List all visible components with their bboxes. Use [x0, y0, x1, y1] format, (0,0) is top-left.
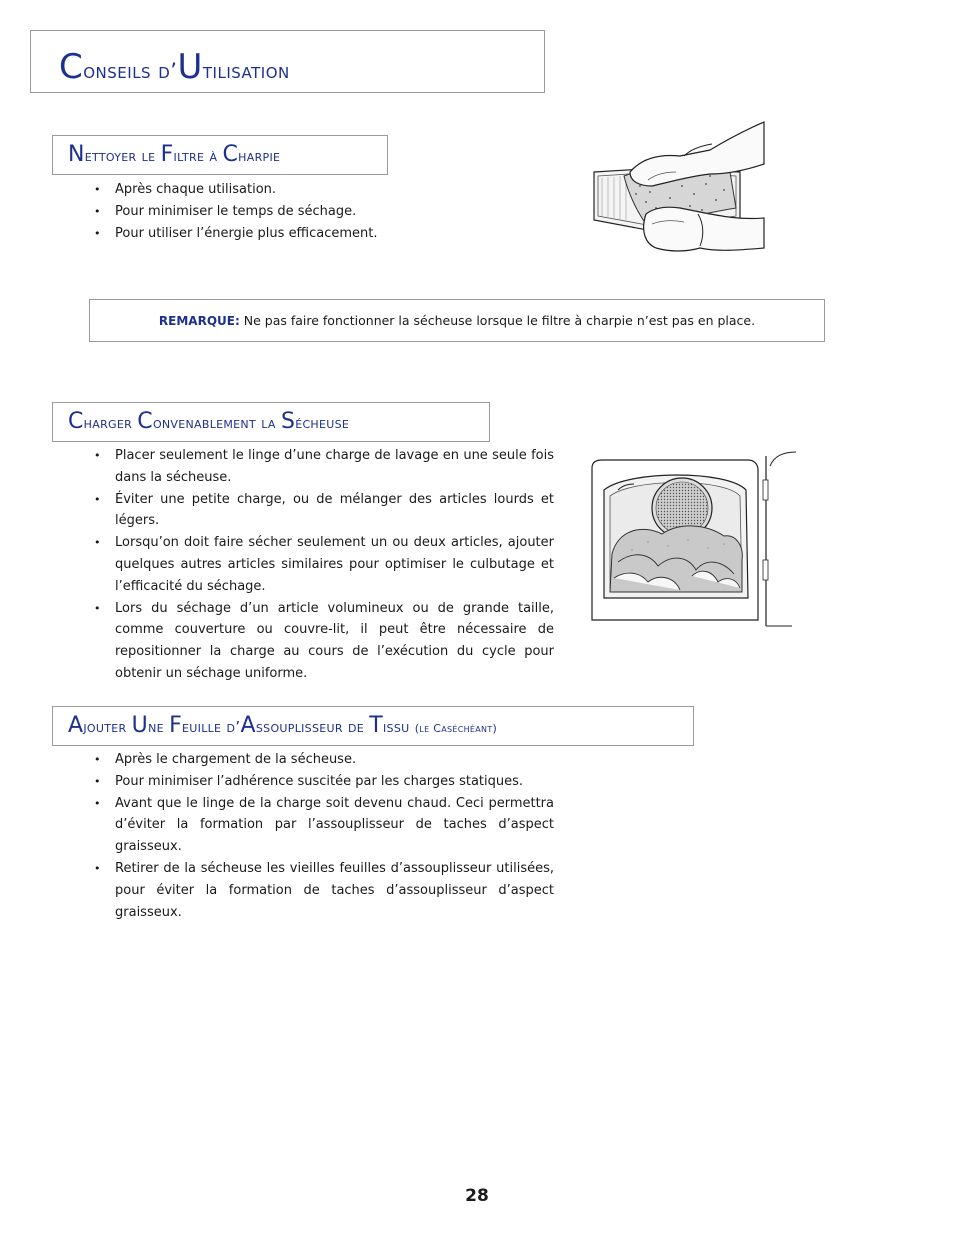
dryer-drum-load-illustration	[588, 450, 798, 630]
title-part: ne	[148, 718, 170, 736]
title-part: harger	[83, 414, 138, 432]
title-part: C	[222, 142, 239, 167]
title-part: ssouplisseur de	[255, 718, 370, 736]
title-part: S	[280, 409, 296, 434]
note-text: Ne pas faire fonctionner la sécheuse lorsque le filtre à charpie n’est pas en place.	[239, 313, 756, 328]
section-filter-list	[90, 179, 550, 244]
page-title-initial-c: C	[59, 47, 84, 87]
title-part: C	[137, 409, 153, 434]
title-part: A	[240, 713, 256, 738]
section-load-title	[68, 409, 349, 434]
section-filter-header	[52, 135, 388, 175]
section-sheet-header	[52, 706, 694, 746]
section-sheet-title-suffix: (le Caséchéant)	[414, 722, 498, 735]
section-load-header	[52, 402, 490, 442]
section-sheet-list	[90, 749, 554, 923]
title-part: euille d’	[182, 718, 241, 736]
list-item: • Après chaque utilisation.	[90, 179, 550, 201]
title-part: harpie	[238, 147, 281, 165]
title-part: F	[169, 713, 183, 738]
list-item: • Lorsqu’on doit faire sécher seulement un ou deux articles, ajouter quelques autres articles similaires pour optimiser le culbutage et l’efficacité du séchage.	[90, 532, 554, 597]
title-part: F	[160, 142, 174, 167]
list-item: • Retirer de la sécheuse les vieilles feuilles d’assouplisseur utilisées, pour éviter la formation de taches d’assouplisseur d’aspect graisseux.	[90, 858, 554, 923]
page-title-part-2: tilisation	[202, 59, 290, 83]
page-title	[59, 47, 290, 87]
note-label: REMARQUE:	[158, 314, 240, 328]
list-item: • Pour minimiser le temps de séchage.	[90, 201, 550, 223]
list-item: • Éviter une petite charge, ou de mélanger des articles lourds et légers.	[90, 489, 554, 533]
title-part: issu	[383, 718, 410, 736]
list-item: • Pour utiliser l’énergie plus efficacement.	[90, 223, 550, 245]
page-title-box	[30, 30, 545, 93]
lint-filter-cleaning-illustration	[590, 120, 766, 256]
title-part: U	[131, 713, 149, 738]
note-box	[89, 299, 825, 342]
list-item: • Lors du séchage d’un article volumineux ou de grande taille, comme couverture ou couvre-lit, il peut être nécessaire de repositionner la charge au cours de l’exécution du cycle pour obtenir un séchage uniforme.	[90, 598, 554, 685]
title-part: onvenablement la	[152, 414, 281, 432]
section-sheet-title	[68, 713, 497, 738]
section-filter-title	[68, 142, 280, 167]
title-part: jouter	[83, 718, 132, 736]
title-part: écheuse	[295, 414, 350, 432]
list-item: • Placer seulement le linge d’une charge de lavage en une seule fois dans la sécheuse.	[90, 445, 554, 489]
page-title-initial-u: U	[177, 47, 203, 87]
list-item: • Après le chargement de la sécheuse.	[90, 749, 554, 771]
title-part: iltre à	[173, 147, 223, 165]
title-part: T	[369, 713, 384, 738]
title-part: N	[68, 142, 85, 167]
list-item: • Pour minimiser l’adhérence suscitée par les charges statiques.	[90, 771, 554, 793]
page-title-part-1: onseils d’	[83, 59, 178, 83]
title-part: C	[68, 409, 84, 434]
page-number: 28	[465, 1186, 489, 1206]
list-item: • Avant que le linge de la charge soit devenu chaud. Ceci permettra d’éviter la formation par l’assouplisseur de taches d’aspect graisseux.	[90, 793, 554, 858]
title-part: A	[68, 713, 84, 738]
title-part: ettoyer le	[84, 147, 161, 165]
section-load-list	[90, 445, 554, 685]
